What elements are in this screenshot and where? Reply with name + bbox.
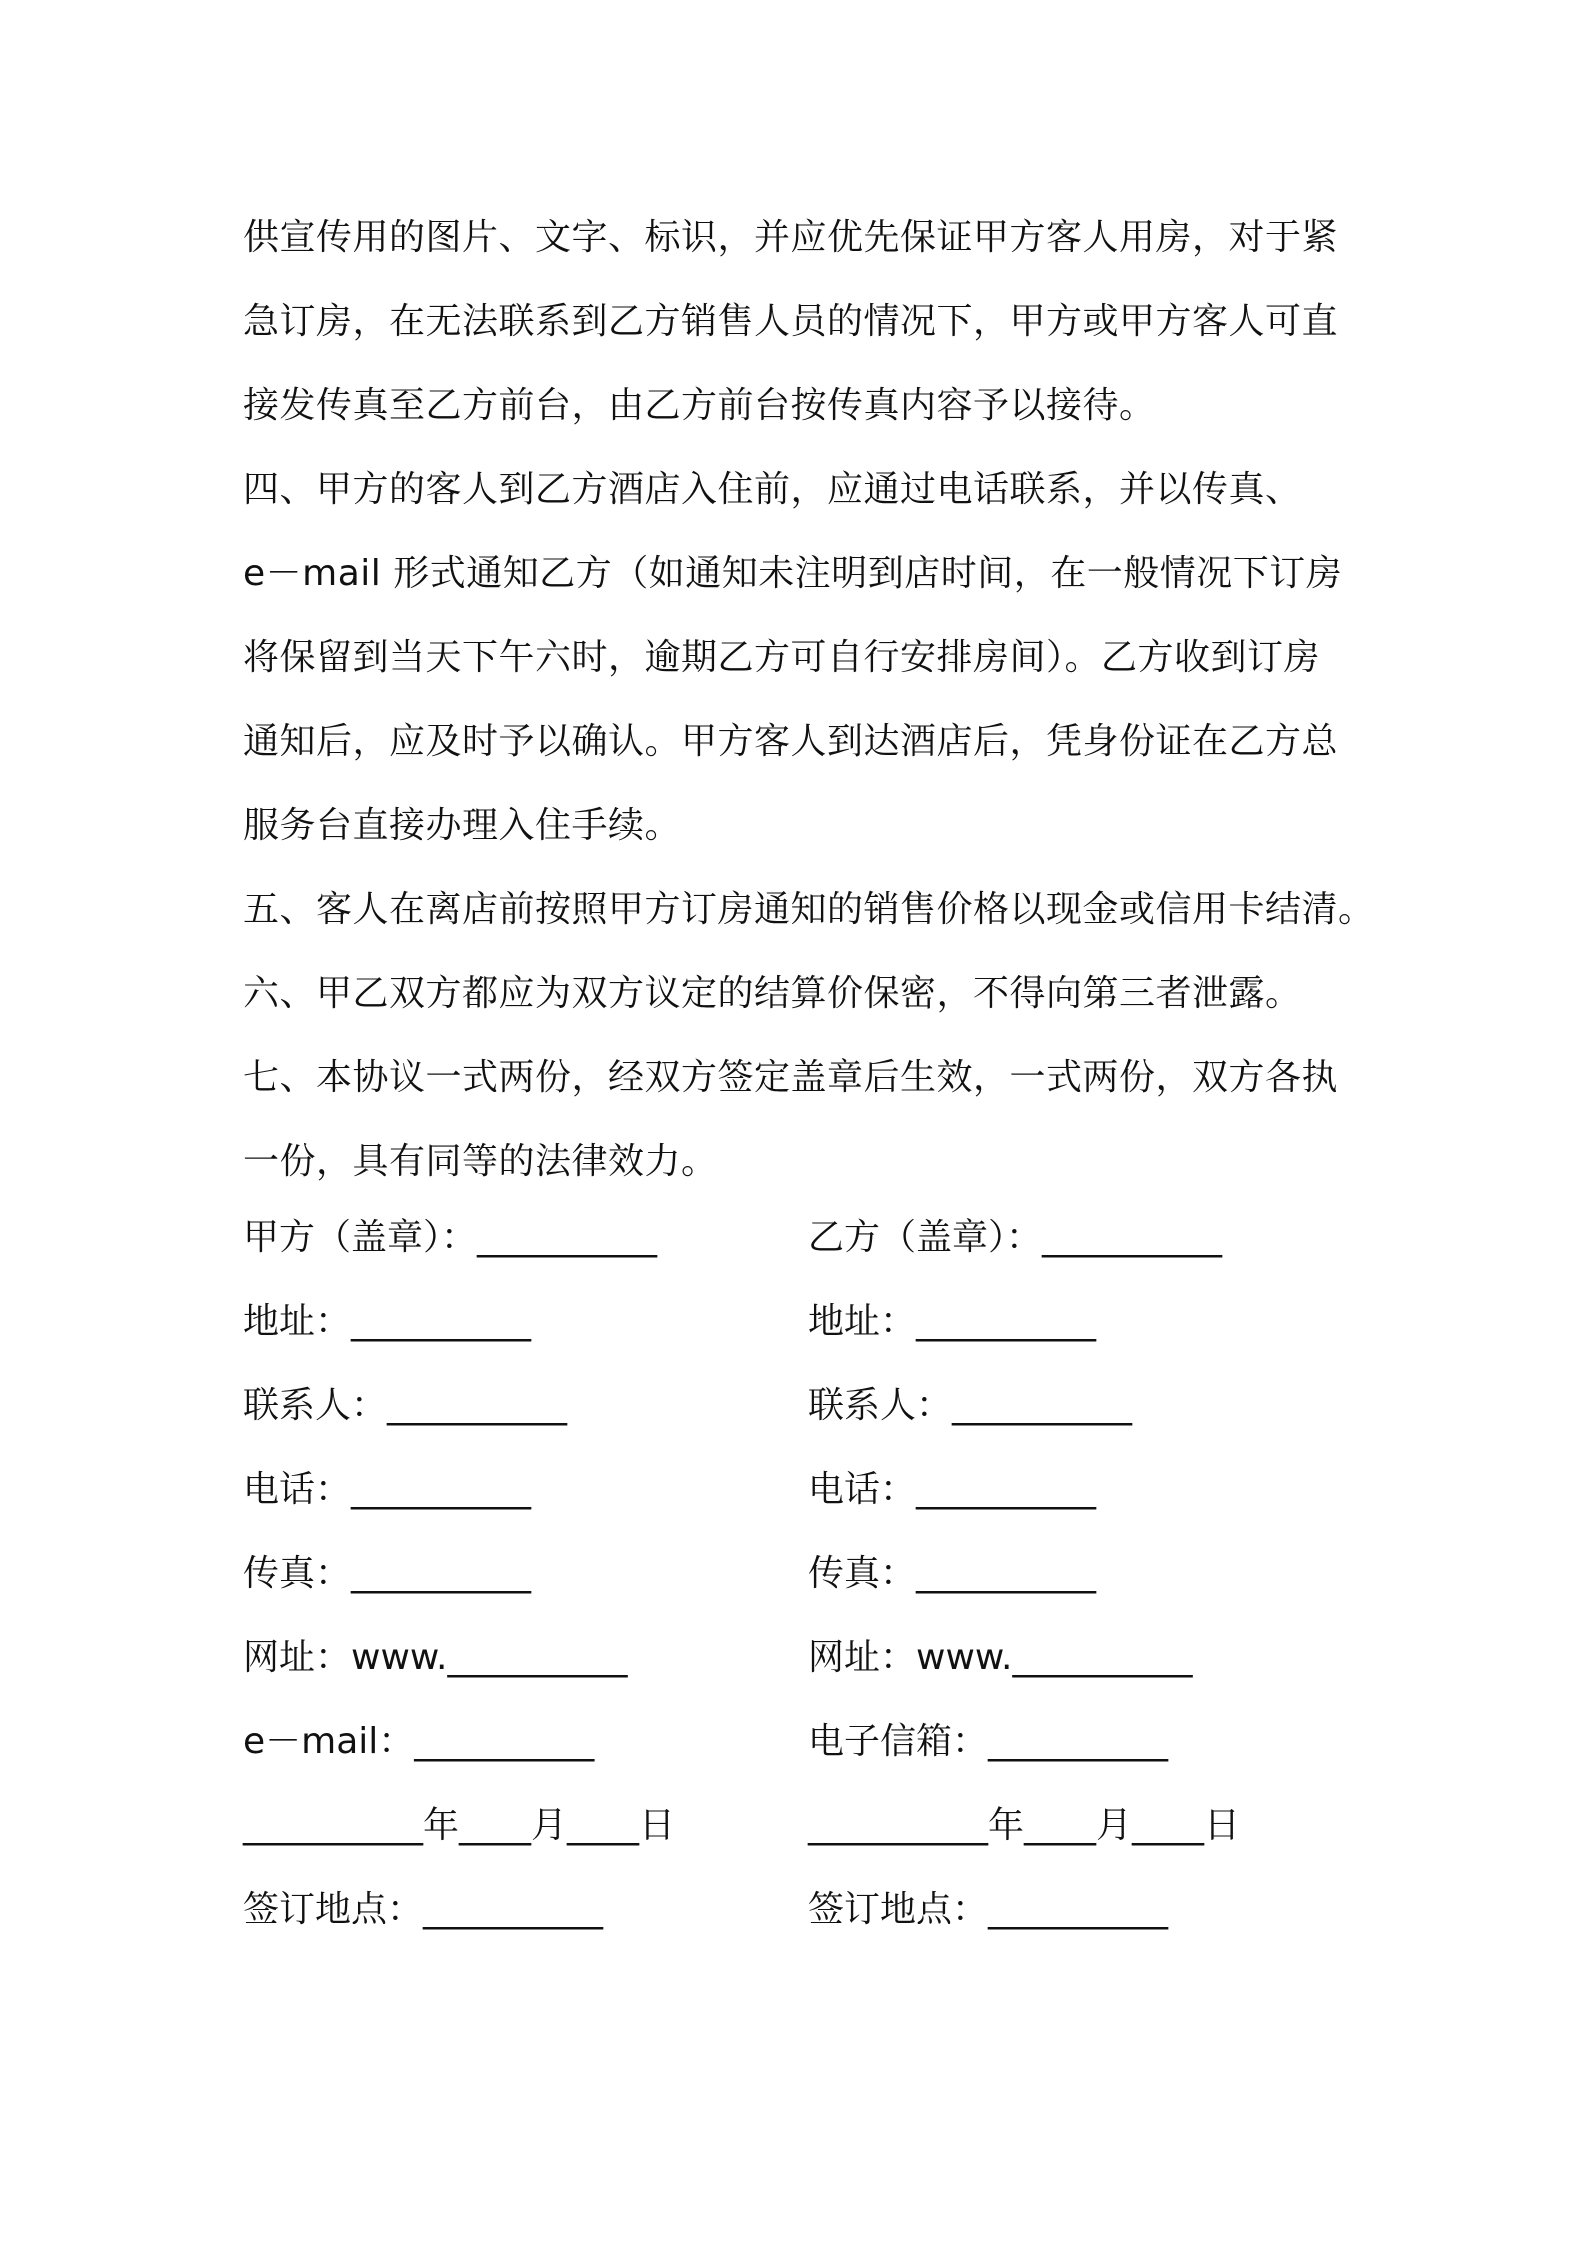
- party-b-date-field: __________年____月____日: [808, 1805, 1240, 1846]
- party-a-place-field: 签订地点：__________: [243, 1889, 604, 1930]
- party-a-contact-field: 联系人：__________: [243, 1385, 568, 1426]
- clause-seven: 七、本协议一式两份，经双方签定盖章后生效，一式两份，双方各执: [243, 1057, 1339, 1098]
- party-a-fax-field: 传真：__________: [243, 1553, 532, 1594]
- party-a-website-field: 网址：www.__________: [243, 1637, 628, 1678]
- party-a-email-field: e－mail：__________: [243, 1721, 595, 1762]
- party-a-seal-field: 甲方（盖章）：__________: [243, 1217, 658, 1258]
- address-row: [243, 1280, 1383, 1364]
- party-b-address-field: 地址：__________: [808, 1301, 1097, 1342]
- agreement-body: [243, 196, 1383, 1204]
- body-line: 一份，具有同等的法律效力。: [243, 1141, 718, 1182]
- party-b-contact-field: 联系人：__________: [808, 1385, 1133, 1426]
- email-row: [243, 1700, 1383, 1784]
- body-line: 急订房，在无法联系到乙方销售人员的情况下，甲方或甲方客人可直: [243, 301, 1339, 342]
- body-line: 服务台直接办理入住手续。: [243, 805, 682, 846]
- place-row: [243, 1868, 1383, 1952]
- body-line: 将保留到当天下午六时，逾期乙方可自行安排房间）。乙方收到订房: [243, 637, 1321, 678]
- fax-row: [243, 1532, 1383, 1616]
- party-b-email-field: 电子信箱：__________: [808, 1721, 1169, 1762]
- party-b-seal-field: 乙方（盖章）：__________: [808, 1217, 1223, 1258]
- body-line: 通知后，应及时予以确认。甲方客人到达酒店后，凭身份证在乙方总: [243, 721, 1339, 762]
- party-b-place-field: 签订地点：__________: [808, 1889, 1169, 1930]
- clause-five: 五、客人在离店前按照甲方订房通知的销售价格以现金或信用卡结清。: [243, 889, 1375, 930]
- seal-row: [243, 1196, 1383, 1280]
- clause-four: 四、甲方的客人到乙方酒店入住前，应通过电话联系，并以传真、: [243, 469, 1302, 510]
- body-line: e－mail 形式通知乙方（如通知未注明到店时间，在一般情况下订房: [243, 553, 1343, 594]
- party-b-website-field: 网址：www.__________: [808, 1637, 1193, 1678]
- party-b-phone-field: 电话：__________: [808, 1469, 1097, 1510]
- signature-section: [243, 1196, 1383, 1952]
- party-b-fax-field: 传真：__________: [808, 1553, 1097, 1594]
- body-line: 供宣传用的图片、文字、标识，并应优先保证甲方客人用房，对于紧: [243, 217, 1339, 258]
- date-row: [243, 1784, 1383, 1868]
- party-a-address-field: 地址：__________: [243, 1301, 532, 1342]
- clause-six: 六、甲乙双方都应为双方议定的结算价保密，不得向第三者泄露。: [243, 973, 1302, 1014]
- body-line: 接发传真至乙方前台，由乙方前台按传真内容予以接待。: [243, 385, 1156, 426]
- contact-row: [243, 1364, 1383, 1448]
- phone-row: [243, 1448, 1383, 1532]
- website-row: [243, 1616, 1383, 1700]
- party-a-phone-field: 电话：__________: [243, 1469, 532, 1510]
- party-a-date-field: __________年____月____日: [243, 1805, 675, 1846]
